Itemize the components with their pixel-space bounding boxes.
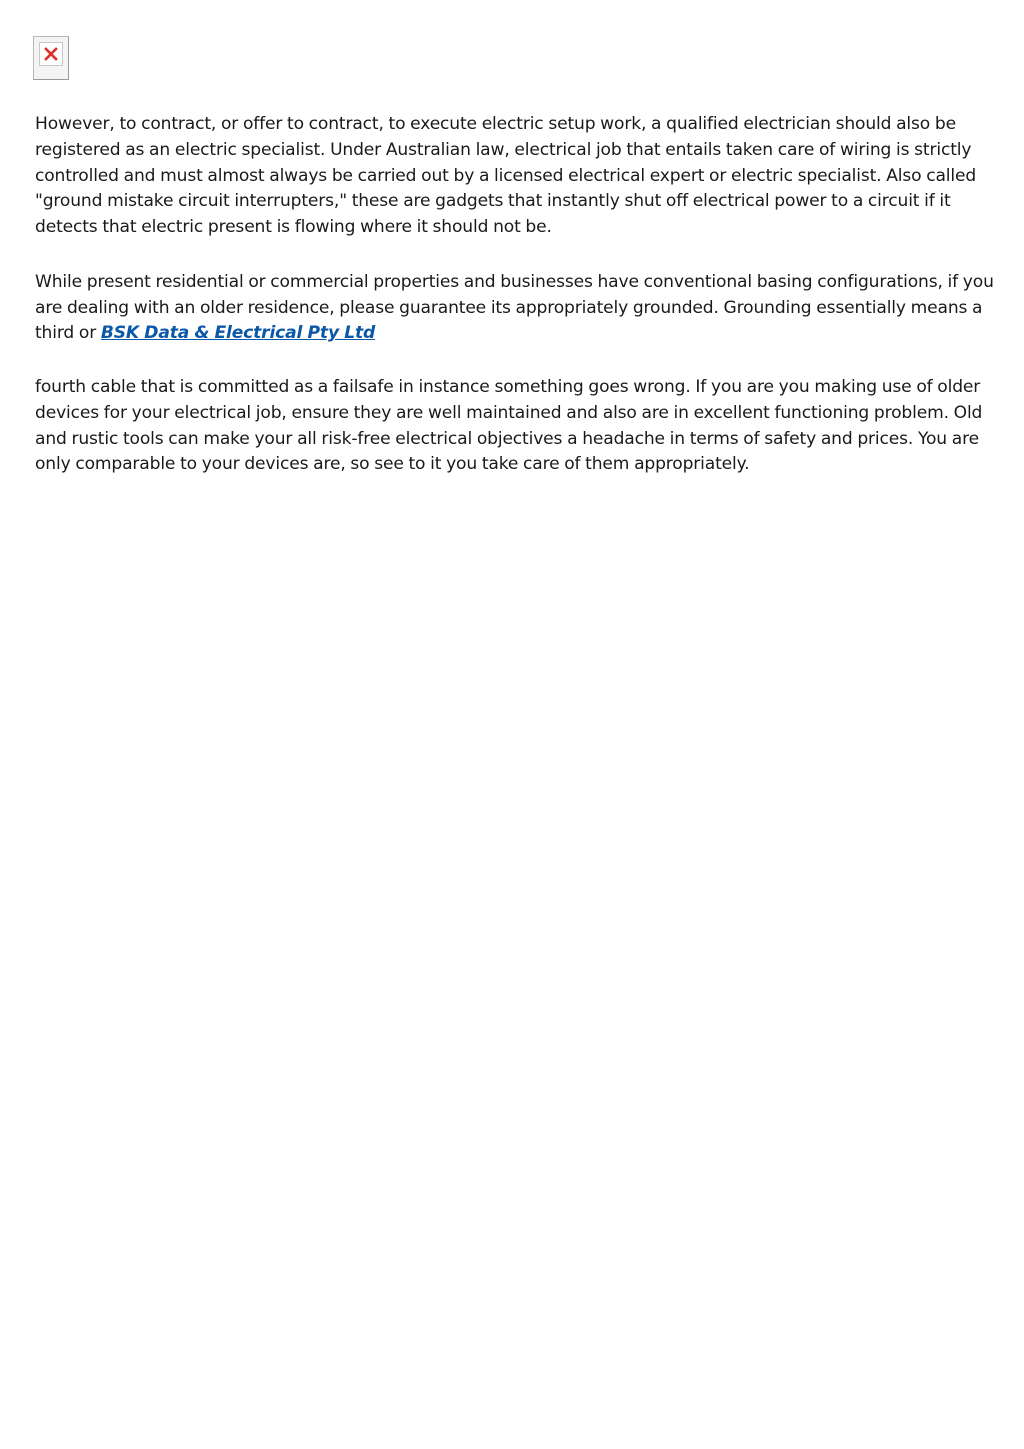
- broken-image-frame: [39, 42, 63, 66]
- broken-image-icon: [33, 36, 69, 80]
- paragraph-grounding: [35, 270, 1000, 347]
- paragraph-electrician-registration: However, to contract, or offer to contract, to execute electric setup work, a qualified electrician should also be registered as an electric specialist. Under Australian law, electrical job that entails taken care of wiring is strictly controlled and must almost always be carried out by a licensed electrical expert or electric specialist. Also called "ground mistake circuit interrupters," these are gadgets that instantly shut off electrical power to a circuit if it detects that electric present is flowing where it should not be.: [35, 114, 977, 237]
- article-body: [35, 112, 1000, 507]
- paragraph-grounding-text: While present residential or commercial properties and businesses have conventional basing configurations, if you are dealing with an older residence, please guarantee its appropriately grounded. Grounding essentially means a third or: [35, 271, 994, 344]
- paragraph-fourth-cable: fourth cable that is committed as a failsafe in instance something goes wrong. If you are you making use of older devices for your electrical job, ensure they are well maintained and also are in excellent functioning problem. Old and rustic tools can make your all risk-free electrical objectives a headache in terms of safety and prices. You are only comparable to your devices are, so see to it you take care of them appropriately.: [35, 377, 983, 475]
- close-x-icon: [44, 47, 58, 61]
- bsk-data-electrical-link[interactable]: BSK Data & Electrical Pty Ltd: [100, 323, 376, 344]
